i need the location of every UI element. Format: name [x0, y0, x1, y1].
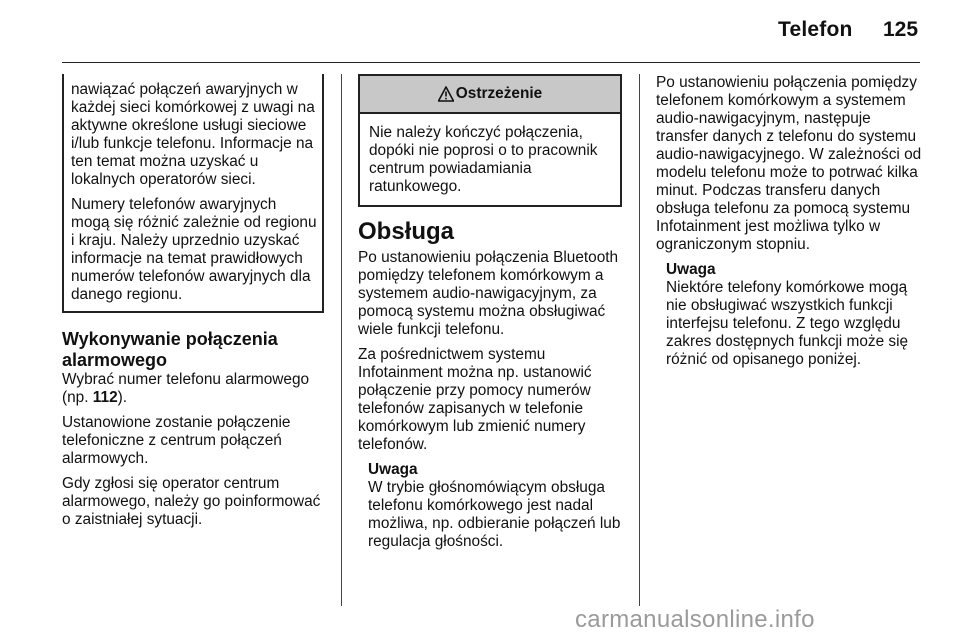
emergency-call-paragraph-2: Ustanowione zostanie połączenie telefoniczne z centrum połączeń alarmowych.	[62, 414, 291, 467]
warning-triangle-icon	[438, 86, 454, 102]
operation-paragraph-1: Po ustanowieniu połączenia Bluetooth pomiędzy telefonem komórkowym a systemem audio-nawigacyjnym, za pomocą systemu można obsługiwać wiele funkcji telefonu.	[358, 249, 619, 338]
note-title: Uwaga	[368, 461, 418, 478]
note-title: Uwaga	[666, 261, 716, 278]
note-compatibility	[666, 261, 922, 369]
data-transfer-paragraph: Po ustanowieniu połączenia pomiędzy telefonem komórkowym a systemem audio-nawigacyjnym, następuje transfer danych z telefonu do systemu audio-nawigacyjnego. W zależności od modelu telefonu może to potrwać kilka minut. Podczas transferu danych obsługa telefonu za pomocą systemu Infotainment jest możliwa tylko w ograniczonym stopniu.	[656, 74, 922, 253]
warning-text: Nie należy kończyć połączenia, dopóki nie poprosi o to pracownik centrum powiadamiania ratunkowego.	[369, 124, 598, 195]
operation-heading: Obsługa	[358, 218, 455, 245]
emergency-info-box	[62, 74, 324, 313]
column-1	[62, 74, 324, 536]
warning-header	[360, 76, 620, 114]
column-3	[656, 74, 922, 369]
emergency-info-paragraph-2: Numery telefonów awaryjnych mogą się różnić zależnie od regionu i kraju. Należy uprzednio uzyskać informacje na temat prawidłowych numerów telefonów awaryjnych dla danego regionu.	[71, 196, 317, 303]
emergency-call-heading: Wykonywanie połączenia alarmowego	[62, 329, 278, 370]
emergency-info-paragraph-1: nawiązać połączeń awaryjnych w każdej sieci komórkowej z uwagi na aktywne określone usługi sieciowe i/lub funkcje telefonu. Informacje na ten temat można uzyskać u lokalnych operatorów sieci.	[71, 81, 315, 188]
emergency-number: 112	[92, 389, 118, 406]
watermark: carmanualsonline.info	[575, 606, 815, 633]
warning-box	[358, 74, 622, 207]
column-2	[358, 74, 622, 551]
dial-text-post: ).	[117, 389, 128, 406]
note-handsfree	[368, 461, 622, 551]
page-number: 125	[883, 18, 919, 41]
emergency-call-paragraph-1	[62, 371, 324, 407]
column-divider-2	[639, 74, 640, 606]
note-text: Niektóre telefony komórkowe mogą nie obsługiwać wszystkich funkcji interfejsu telefonu. Z tego względu zakres dostępnych funkcji może się różnić od opisanego poniżej.	[666, 279, 909, 368]
note-text: W trybie głośnomówiącym obsługa telefonu komórkowego jest nadal możliwa, np. odbieranie połączeń lub regulacja głośności.	[368, 479, 621, 550]
operation-paragraph-2: Za pośrednictwem systemu Infotainment można np. ustanowić połączenie przy pomocy numerów telefonów zapisanych w telefonie komórkowym lub zmienić numery telefonów.	[358, 346, 592, 453]
emergency-call-paragraph-3: Gdy zgłosi się operator centrum alarmowego, należy go poinformować o zaistniałej sytuacji.	[62, 475, 321, 528]
warning-title: Ostrzeżenie	[455, 85, 543, 102]
header-rule	[62, 62, 920, 63]
column-divider-1	[341, 74, 342, 606]
dial-text-pre: Wybrać numer telefonu alarmowego (np.	[62, 371, 310, 406]
page-header-title: Telefon	[778, 18, 853, 41]
